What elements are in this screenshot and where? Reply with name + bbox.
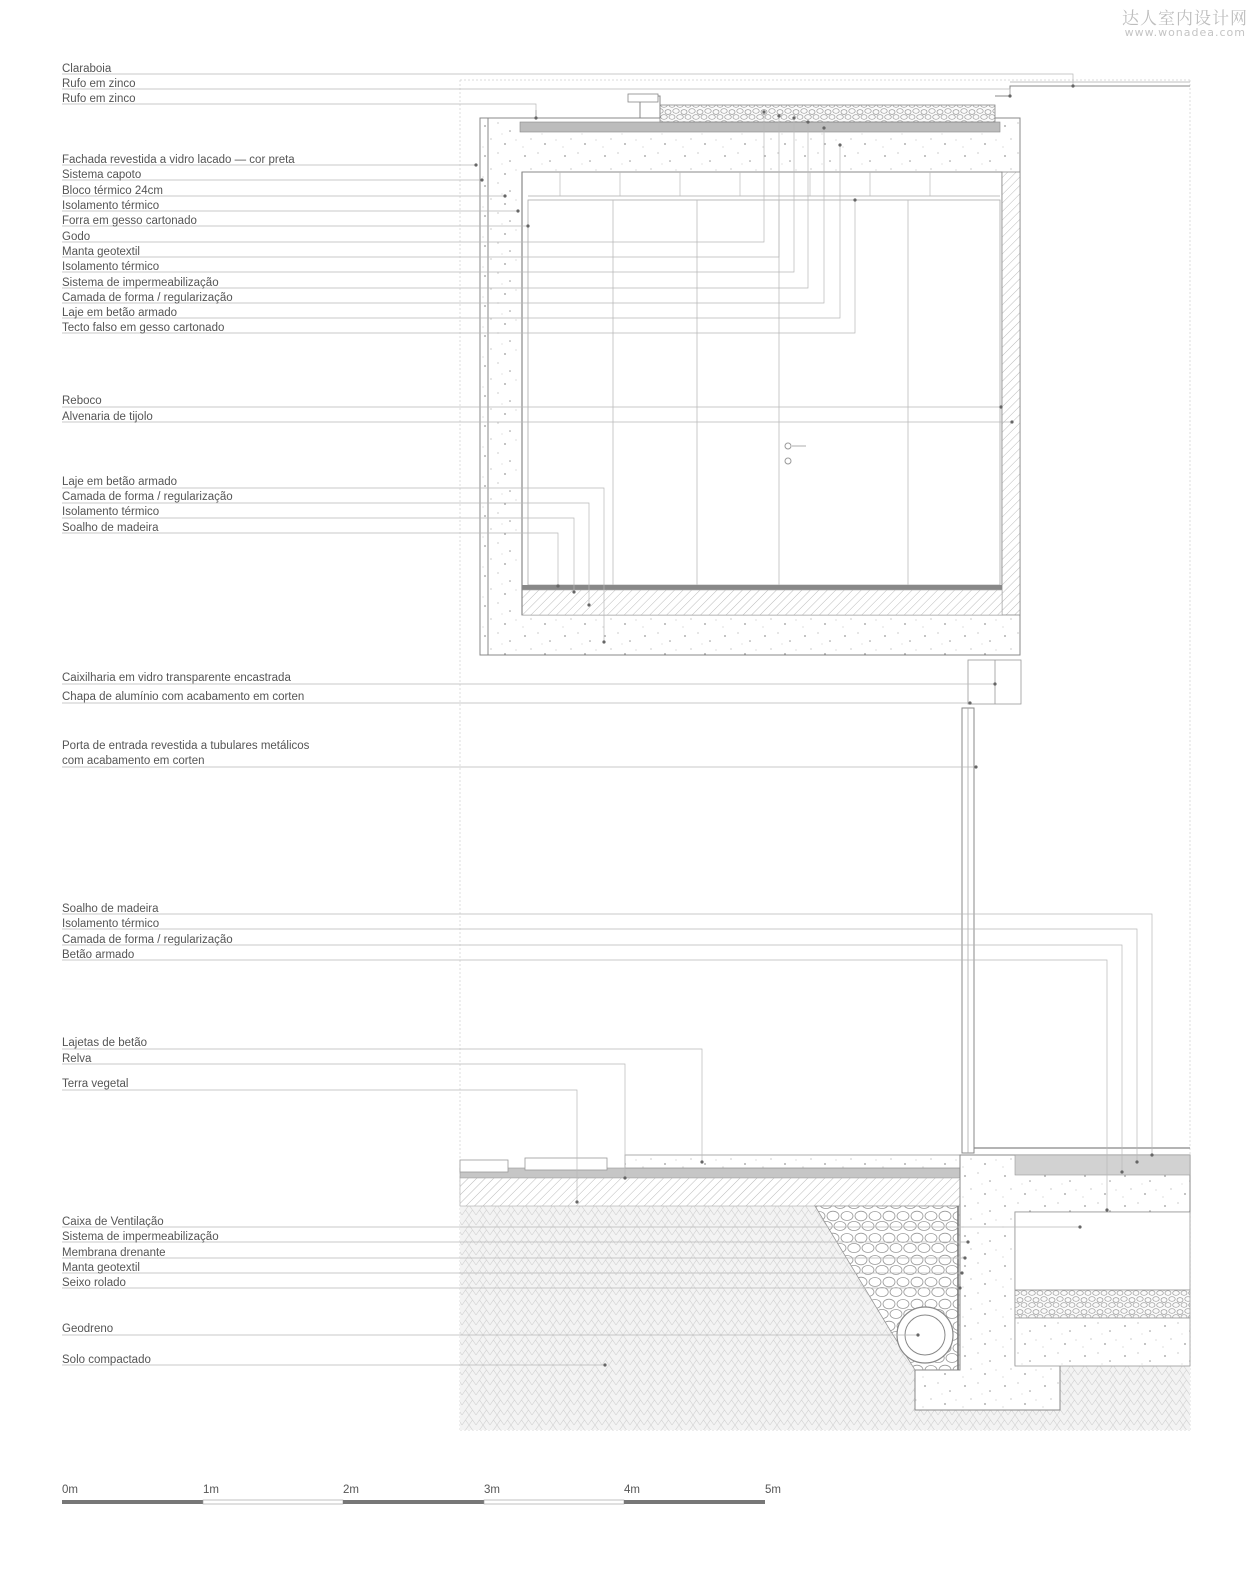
label-reboco: Reboco — [62, 395, 102, 407]
label-isol-1: Isolamento térmico — [62, 200, 160, 212]
label-laje-1: Laje em betão armado — [62, 307, 178, 319]
scale-label-2: 2m — [343, 1484, 359, 1496]
window-frame — [962, 660, 1190, 1153]
label-betao: Betão armado — [62, 949, 135, 961]
label-soalho-1: Soalho de madeira — [62, 522, 159, 534]
label-caixa: Caixa de Ventilação — [62, 1216, 164, 1228]
label-relva: Relva — [62, 1053, 92, 1065]
label-rufo-1: Rufo em zinco — [62, 78, 136, 90]
label-terra: Terra vegetal — [62, 1078, 129, 1090]
label-imperm-1: Sistema de impermeabilização — [62, 277, 219, 289]
label-camada-2: Camada de forma / regularização — [62, 491, 233, 503]
label-isol-2: Isolamento térmico — [62, 261, 160, 273]
scale-label-3: 3m — [484, 1484, 500, 1496]
watermark-title: 达人室内设计网 — [1122, 9, 1248, 29]
label-forra: Forra em gesso cartonado — [62, 215, 197, 227]
label-fachada: Fachada revestida a vidro lacado — cor preta — [62, 154, 295, 166]
label-solo: Solo compactado — [62, 1354, 151, 1366]
label-manta-1: Manta geotextil — [62, 246, 140, 258]
label-soalho-2: Soalho de madeira — [62, 903, 159, 915]
label-isol-3: Isolamento térmico — [62, 506, 160, 518]
label-laje-2: Laje em betão armado — [62, 476, 178, 488]
label-rufo-2: Rufo em zinco — [62, 93, 136, 105]
label-porta-1: Porta de entrada revestida a tubulares metálicos — [62, 740, 310, 752]
label-godo: Godo — [62, 231, 91, 243]
scale-label-0: 0m — [62, 1484, 78, 1496]
label-isol-4: Isolamento térmico — [62, 918, 160, 930]
label-lajetas: Lajetas de betão — [62, 1037, 148, 1049]
label-camada-1: Camada de forma / regularização — [62, 292, 233, 304]
label-geodreno: Geodreno — [62, 1323, 114, 1335]
label-camada-3: Camada de forma / regularização — [62, 934, 233, 946]
watermark-url: www.wonadea.com — [1124, 26, 1246, 39]
scale-label-5: 5m — [765, 1484, 781, 1496]
scale-label-1: 1m — [203, 1484, 219, 1496]
label-chapa: Chapa de alumínio com acabamento em corten — [62, 691, 305, 703]
scale-bar — [62, 1500, 765, 1504]
label-membrana: Membrana drenante — [62, 1247, 166, 1259]
label-porta-2: com acabamento em corten — [62, 755, 205, 767]
label-capoto: Sistema capoto — [62, 169, 142, 181]
label-bloco: Bloco térmico 24cm — [62, 185, 163, 197]
label-claraboia: Claraboia — [62, 63, 112, 75]
ground-section — [460, 1155, 1190, 1430]
label-seixo: Seixo rolado — [62, 1277, 126, 1289]
label-manta-2: Manta geotextil — [62, 1262, 140, 1274]
label-caixilharia: Caixilharia em vidro transparente encastrada — [62, 672, 291, 684]
label-imperm-2: Sistema de impermeabilização — [62, 1231, 219, 1243]
label-alvenaria: Alvenaria de tijolo — [62, 411, 153, 423]
scale-label-4: 4m — [624, 1484, 640, 1496]
label-tecto: Tecto falso em gesso cartonado — [62, 322, 225, 334]
upper-volume — [480, 82, 1190, 655]
